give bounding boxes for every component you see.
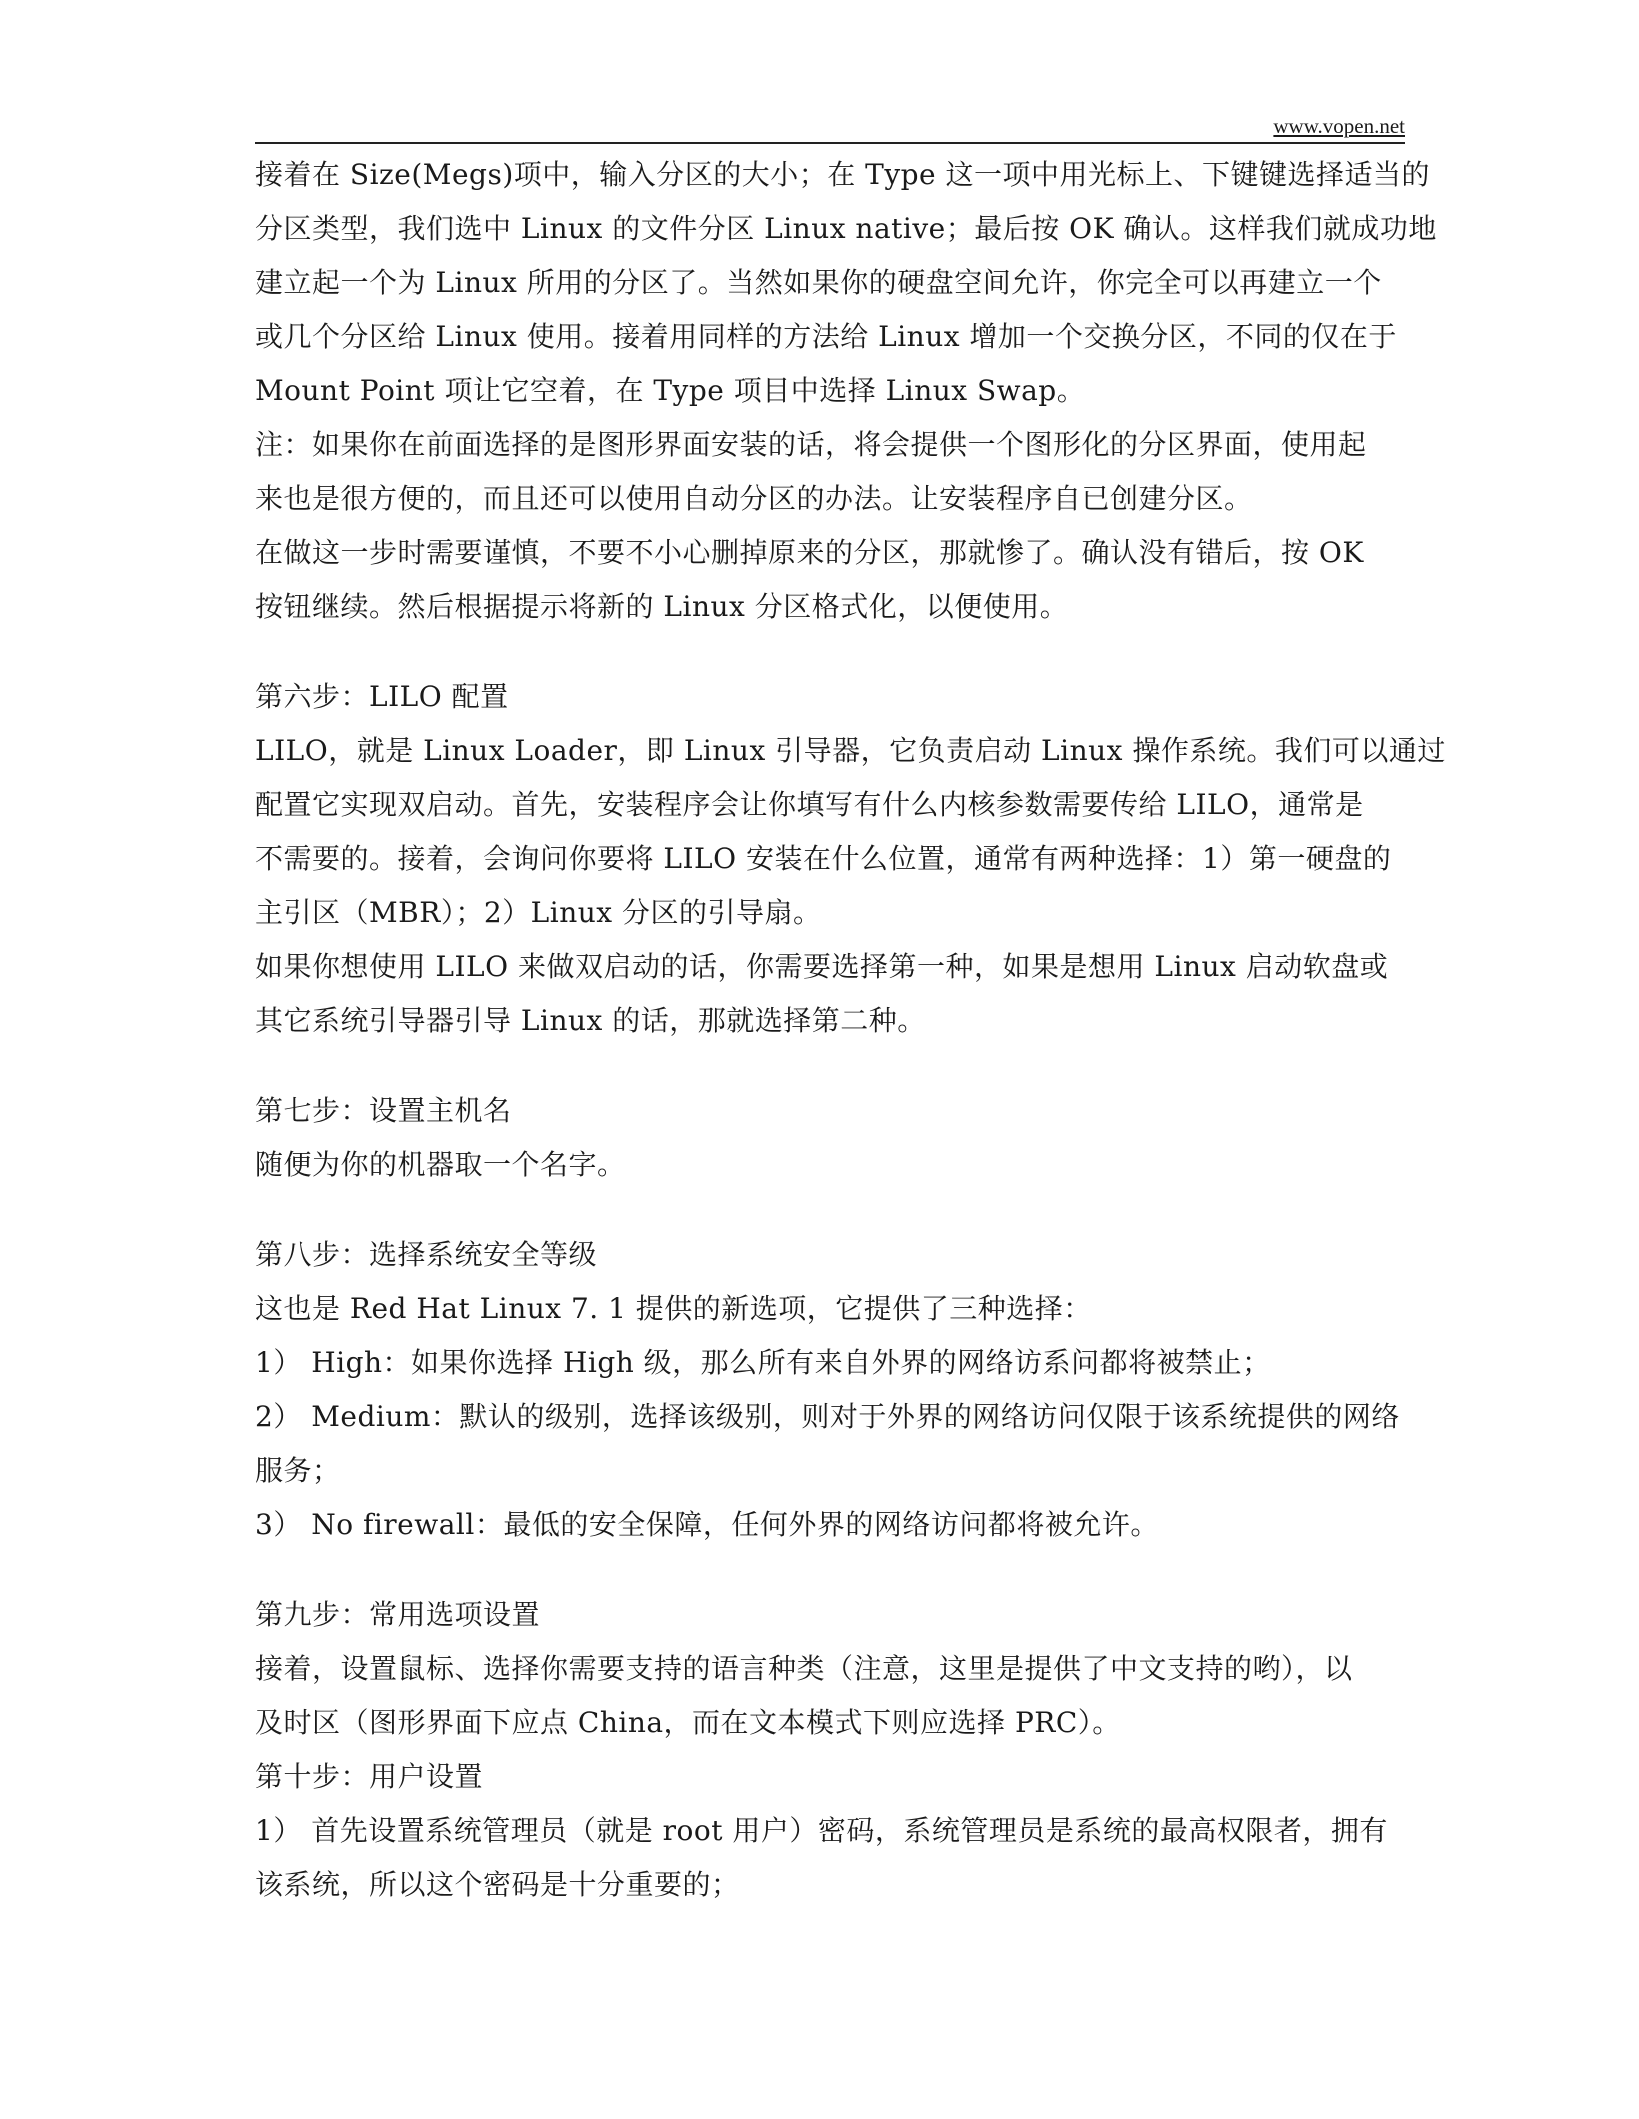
paragraph-line: 接着，设置鼠标、选择你需要支持的语言种类（注意，这里是提供了中文支持的哟），以 bbox=[255, 1652, 1353, 1685]
paragraph-line: 分区类型，我们选中 Linux 的文件分区 Linux native；最后按 OK 确认。这样我们就成功地 bbox=[255, 212, 1437, 245]
paragraph-line: 如果你想使用 LILO 来做双启动的话，你需要选择第一种，如果是想用 Linux 启动软盘或 bbox=[255, 950, 1389, 983]
list-item: 2） Medium：默认的级别，选择该级别，则对于外界的网络访问仅限于该系统提供的网络 bbox=[255, 1400, 1400, 1433]
paragraph-line: 按钮继续。然后根据提示将新的 Linux 分区格式化，以便使用。 bbox=[255, 590, 1069, 623]
paragraph-line: 随便为你的机器取一个名字。 bbox=[255, 1148, 626, 1181]
section-heading-step7: 第七步：设置主机名 bbox=[255, 1094, 512, 1127]
paragraph-line: 或几个分区给 Linux 使用。接着用同样的方法给 Linux 增加一个交换分区，不同的仅在于 bbox=[255, 320, 1397, 353]
section-heading-step8: 第八步：选择系统安全等级 bbox=[255, 1238, 598, 1271]
list-item-continued: 该系统，所以这个密码是十分重要的； bbox=[255, 1868, 740, 1901]
paragraph-line: Mount Point 项让它空着，在 Type 项目中选择 Linux Swap。 bbox=[255, 374, 1086, 407]
paragraph-line: 主引区（MBR）；2）Linux 分区的引导扇。 bbox=[255, 896, 822, 929]
list-item: 1） 首先设置系统管理员（就是 root 用户）密码，系统管理员是系统的最高权限者，拥有 bbox=[255, 1814, 1388, 1847]
page-header bbox=[255, 112, 1405, 144]
paragraph-line: LILO，就是 Linux Loader，即 Linux 引导器，它负责启动 Linux 操作系统。我们可以通过 bbox=[255, 734, 1446, 767]
note-line: 注：如果你在前面选择的是图形界面安装的话，将会提供一个图形化的分区界面，使用起 bbox=[255, 428, 1367, 461]
note-line: 来也是很方便的，而且还可以使用自动分区的办法。让安装程序自已创建分区。 bbox=[255, 482, 1253, 515]
section-heading-step10: 第十步：用户设置 bbox=[255, 1760, 484, 1793]
document-body bbox=[255, 148, 1446, 1912]
paragraph-line: 及时区（图形界面下应点 China，而在文本模式下则应选择 PRC）。 bbox=[255, 1706, 1121, 1739]
paragraph-line: 配置它实现双启动。首先，安装程序会让你填写有什么内核参数需要传给 LILO，通常是 bbox=[255, 788, 1364, 821]
paragraph-line: 在做这一步时需要谨慎，不要不小心删掉原来的分区，那就惨了。确认没有错后，按 OK bbox=[255, 536, 1364, 569]
paragraph-line: 不需要的。接着，会询问你要将 LILO 安装在什么位置，通常有两种选择：1）第一硬盘的 bbox=[255, 842, 1392, 875]
paragraph-line: 建立起一个为 Linux 所用的分区了。当然如果你的硬盘空间允许，你完全可以再建立一个 bbox=[255, 266, 1382, 299]
list-item-continued: 服务； bbox=[255, 1454, 341, 1487]
section-heading-step9: 第九步：常用选项设置 bbox=[255, 1598, 541, 1631]
paragraph-line: 其它系统引导器引导 Linux 的话，那就选择第二种。 bbox=[255, 1004, 926, 1037]
site-url-link[interactable]: www.vopen.net bbox=[1273, 114, 1405, 138]
list-item: 3） No firewall：最低的安全保障，任何外界的网络访问都将被允许。 bbox=[255, 1508, 1159, 1541]
paragraph-line: 接着在 Size(Megs)项中，输入分区的大小；在 Type 这一项中用光标上、下键键选择适当的 bbox=[255, 158, 1431, 191]
section-heading-step6: 第六步：LILO 配置 bbox=[255, 680, 509, 713]
list-item: 1） High：如果你选择 High 级，那么所有来自外界的网络访系问都将被禁止； bbox=[255, 1346, 1271, 1379]
paragraph-line: 这也是 Red Hat Linux 7. 1 提供的新选项，它提供了三种选择： bbox=[255, 1292, 1092, 1325]
